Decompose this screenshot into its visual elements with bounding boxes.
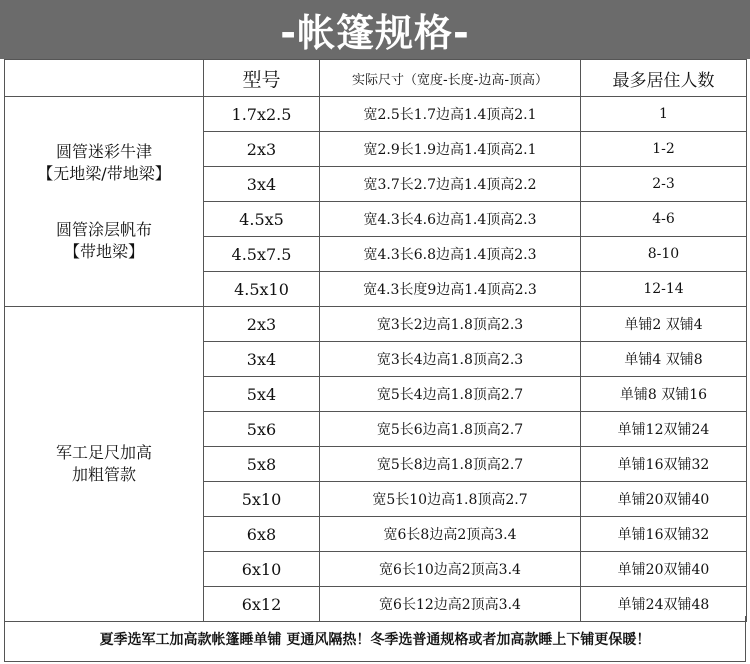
header-occupancy: 最多居住人数 — [581, 60, 747, 97]
cell-occupancy: 单铺16双铺32 — [581, 517, 747, 552]
cell-size: 宽3长4边高1.8顶高2.3 — [320, 342, 581, 377]
cell-occupancy: 1-2 — [581, 132, 747, 167]
category-label-line: 圆管迷彩牛津 — [55, 141, 152, 161]
footer-note-text: 夏季选军工加高款帐篷睡单铺 更通风隔热！冬季选普通规格或者加高款睡上下铺更保暖！ — [99, 631, 651, 648]
cell-size: 宽6长12边高2顶高3.4 — [320, 587, 581, 622]
cell-model: 5x10 — [204, 482, 320, 517]
cell-occupancy: 2-3 — [581, 167, 747, 202]
title-banner — [0, 0, 750, 59]
category-military-tall — [5, 307, 204, 622]
category-label-line: 【带地梁】 — [63, 241, 144, 261]
cell-size: 宽2.5长1.7边高1.4顶高2.1 — [320, 97, 581, 132]
cell-size: 宽5长6边高1.8顶高2.7 — [320, 412, 581, 447]
category-label-line: 圆管涂层帆布 — [55, 219, 152, 239]
cell-occupancy: 单铺20双铺40 — [581, 552, 747, 587]
cell-size: 宽2.9长1.9边高1.4顶高2.1 — [320, 132, 581, 167]
cell-model: 5x6 — [204, 412, 320, 447]
cell-occupancy: 单铺12双铺24 — [581, 412, 747, 447]
cell-model: 4.5x5 — [204, 202, 320, 237]
cell-size: 宽3.7长2.7边高1.4顶高2.2 — [320, 167, 581, 202]
cell-model: 6x12 — [204, 587, 320, 622]
table-row — [5, 307, 747, 342]
cell-occupancy: 单铺8 双铺16 — [581, 377, 747, 412]
header-category — [5, 60, 204, 97]
category-label-line: 【无地梁/带地梁】 — [37, 163, 171, 183]
table-row — [5, 97, 747, 132]
cell-model: 6x8 — [204, 517, 320, 552]
cell-model: 3x4 — [204, 167, 320, 202]
cell-size: 宽5长4边高1.8顶高2.7 — [320, 377, 581, 412]
cell-occupancy: 单铺24双铺48 — [581, 587, 747, 622]
category-label-line: 加粗管款 — [71, 465, 136, 484]
cell-size: 宽5长8边高1.8顶高2.7 — [320, 447, 581, 482]
cell-model: 2x3 — [204, 132, 320, 167]
cell-model: 5x4 — [204, 377, 320, 412]
cell-occupancy: 单铺16双铺32 — [581, 447, 747, 482]
cell-size: 宽3长2边高1.8顶高2.3 — [320, 307, 581, 342]
category-label-line: 军工足尺加高 — [55, 443, 152, 462]
header-size: 实际尺寸（宽度-长度-边高-顶高） — [320, 60, 581, 97]
tent-spec-table — [4, 59, 747, 622]
cell-model: 2x3 — [204, 307, 320, 342]
cell-model: 4.5x7.5 — [204, 237, 320, 272]
page-title: -帐篷规格- — [280, 11, 470, 55]
cell-occupancy: 单铺2 双铺4 — [581, 307, 747, 342]
cell-occupancy: 12-14 — [581, 272, 747, 307]
cell-size: 宽6长10边高2顶高3.4 — [320, 552, 581, 587]
cell-model: 5x8 — [204, 447, 320, 482]
footer-note — [4, 616, 746, 662]
cell-size: 宽4.3长度9边高1.4顶高2.3 — [320, 272, 581, 307]
cell-occupancy: 单铺20双铺40 — [581, 482, 747, 517]
cell-model: 1.7x2.5 — [204, 97, 320, 132]
header-model: 型号 — [204, 60, 320, 97]
cell-occupancy: 8-10 — [581, 237, 747, 272]
cell-size: 宽6长8边高2顶高3.4 — [320, 517, 581, 552]
category-round-tube — [5, 97, 204, 307]
cell-occupancy: 1 — [581, 97, 747, 132]
cell-model: 6x10 — [204, 552, 320, 587]
cell-model: 4.5x10 — [204, 272, 320, 307]
cell-size: 宽5长10边高1.8顶高2.7 — [320, 482, 581, 517]
cell-occupancy: 单铺4 双铺8 — [581, 342, 747, 377]
cell-size: 宽4.3长4.6边高1.4顶高2.3 — [320, 202, 581, 237]
cell-size: 宽4.3长6.8边高1.4顶高2.3 — [320, 237, 581, 272]
cell-model: 3x4 — [204, 342, 320, 377]
table-header-row — [5, 60, 747, 97]
cell-occupancy: 4-6 — [581, 202, 747, 237]
